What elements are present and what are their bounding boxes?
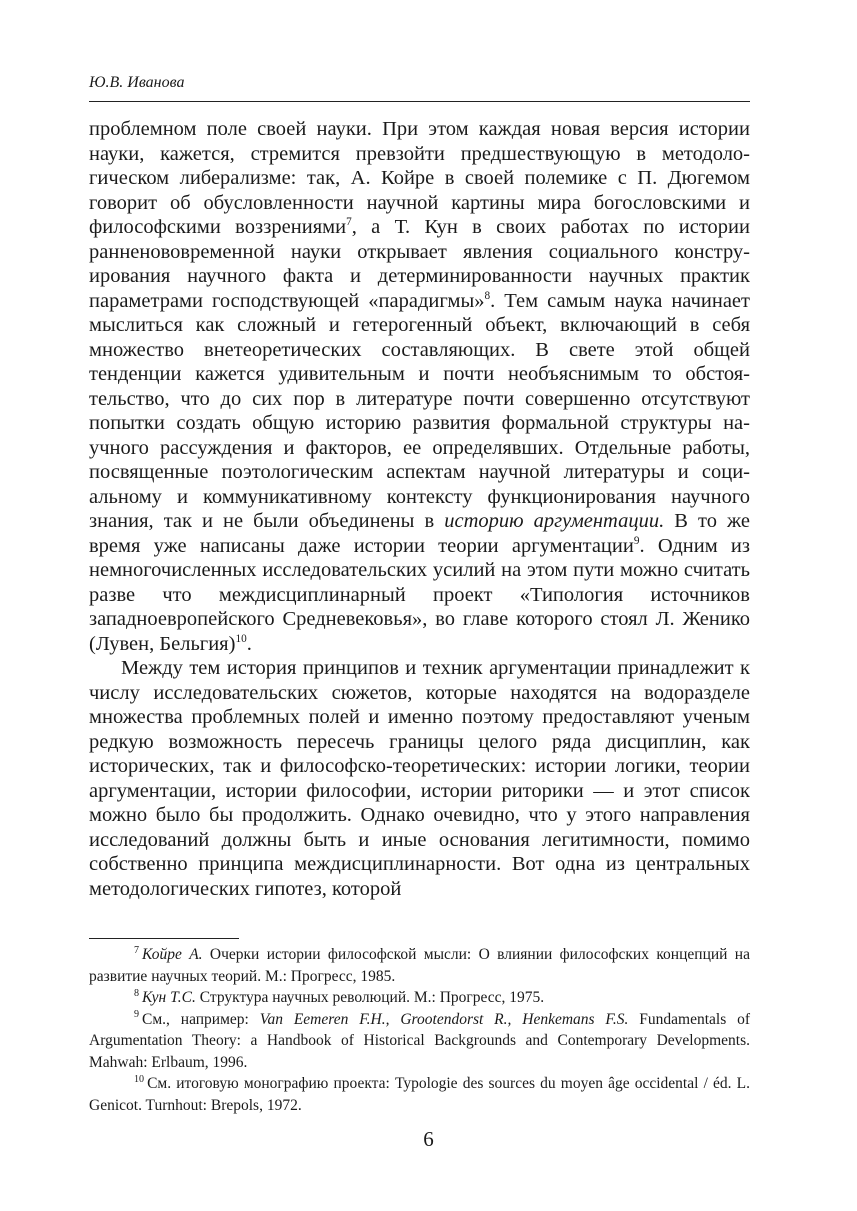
- footnote-ref-10: 10: [235, 632, 247, 645]
- footnote-8-author: Кун Т.С.: [142, 989, 196, 1006]
- para1-text-6: .: [246, 632, 252, 655]
- footnote-9-number: 9: [134, 1009, 140, 1021]
- para1-text-2: , а Т. Кун в своих работах по истории ранненововременной науки открывает явления социального конструирования научного факта и детерминированности научных практик параметрами господствующей «парадигмы»: [89, 216, 750, 312]
- main-text: [89, 117, 750, 901]
- footnotes: [89, 944, 750, 1116]
- footnote-9-authors: Van Eemeren F.H., Grootendorst R., Henkemans F.S.: [259, 1010, 629, 1028]
- paragraph-2: Между тем история принципов и техник аргументации принадлежит к числу исследовательских сюжетов, которые находятся на водоразделе множества проблемных полей и именно поэтому предоставляют ученым редкую возможность пересечь границы целого ряда дисциплин, как исторических, так и философско-теоретических: истории логики, теории аргументации, истории философии, истории риторики — и этот список можно было бы продолжить. Однако очевидно, что у этого направления исследований должны быть и иные основания легитимности, помимо собственно принципа междисциплинарности. Вот одна из центральных методологических гипотез, которой: [89, 657, 750, 900]
- footnote-7: [89, 944, 750, 987]
- footnote-9-text: Fundamentals of Argumentation Theory: a Handbook of Historical Backgrounds and Contemporary Developments. Mahwah: Erlbaum, 1996.: [89, 1010, 751, 1071]
- footnote-10-number: 10: [134, 1073, 145, 1085]
- footnote-9-prefix: См., например:: [142, 1010, 260, 1028]
- footnote-10: [89, 1073, 750, 1116]
- footnote-8-number: 8: [134, 987, 140, 999]
- para1-text-5: . Одним из немногочисленных исследовательских усилий на этом пути можно считать разве что междисциплинарный проект «Типология источников западноевропейского Средневековья», во главе которого стоял Л. Женико (Лувен, Бельгия): [89, 534, 750, 655]
- para1-text-4: В то же время уже написаны даже истории теории аргументации: [89, 510, 750, 557]
- footnote-9: [89, 1009, 750, 1074]
- page-number: 6: [423, 1127, 434, 1151]
- footnote-10-text: См. итоговую монографию проекта: Typologie des sources du moyen âge occidental / éd. L. Genicot. Turnhout: Brepols, 1972.: [89, 1075, 750, 1114]
- header-rule: [89, 101, 750, 102]
- footnote-7-number: 7: [134, 944, 140, 956]
- footnote-8: [89, 987, 750, 1009]
- para1-text-3: . Тем самым наука начинает мыслиться как сложный и гетерогенный объект, включающий в себя множество внетеоретических составляющих. В свете этой общей тенденции кажется удивительным и почти необъяснимым то обстоятельство, что до сих пор в литературе почти совершенно отсутствуют попытки создать общую историю развития формальной структуры научного рассуждения и факторов, ее определявших. Отдельные работы, посвященные поэтологическим аспектам научной литературы и социальному и коммуникативному контексту функционирования научного знания, так и не были объединены в: [89, 289, 750, 532]
- para1-text-1: проблемном поле своей науки. При этом каждая новая версия истории науки, кажется, стремится превзойти предшествующую в методологическом либерализме: так, А. Койре в своей полемике с П. Дюгемом говорит об обусловленности научной картины мира богословскими и философскими воззрениями: [89, 118, 750, 238]
- para1-emphasis: историю аргументации.: [444, 510, 665, 532]
- footnote-7-author: Койре А.: [142, 946, 203, 963]
- footnote-7-text: Очерки истории философской мысли: О влиянии философских концепций на развитие научных теорий. М.: Прогресс, 1985.: [89, 946, 750, 985]
- footnote-8-text: Структура научных революций. М.: Прогресс, 1975.: [195, 989, 545, 1006]
- running-head: Ю.В. Иванова: [89, 74, 185, 91]
- footnote-rule: [89, 938, 239, 939]
- footnote-ref-9: 9: [633, 534, 640, 547]
- paragraph-1: [89, 117, 750, 656]
- footnote-ref-8: 8: [484, 289, 491, 302]
- footnote-ref-7: 7: [346, 216, 352, 229]
